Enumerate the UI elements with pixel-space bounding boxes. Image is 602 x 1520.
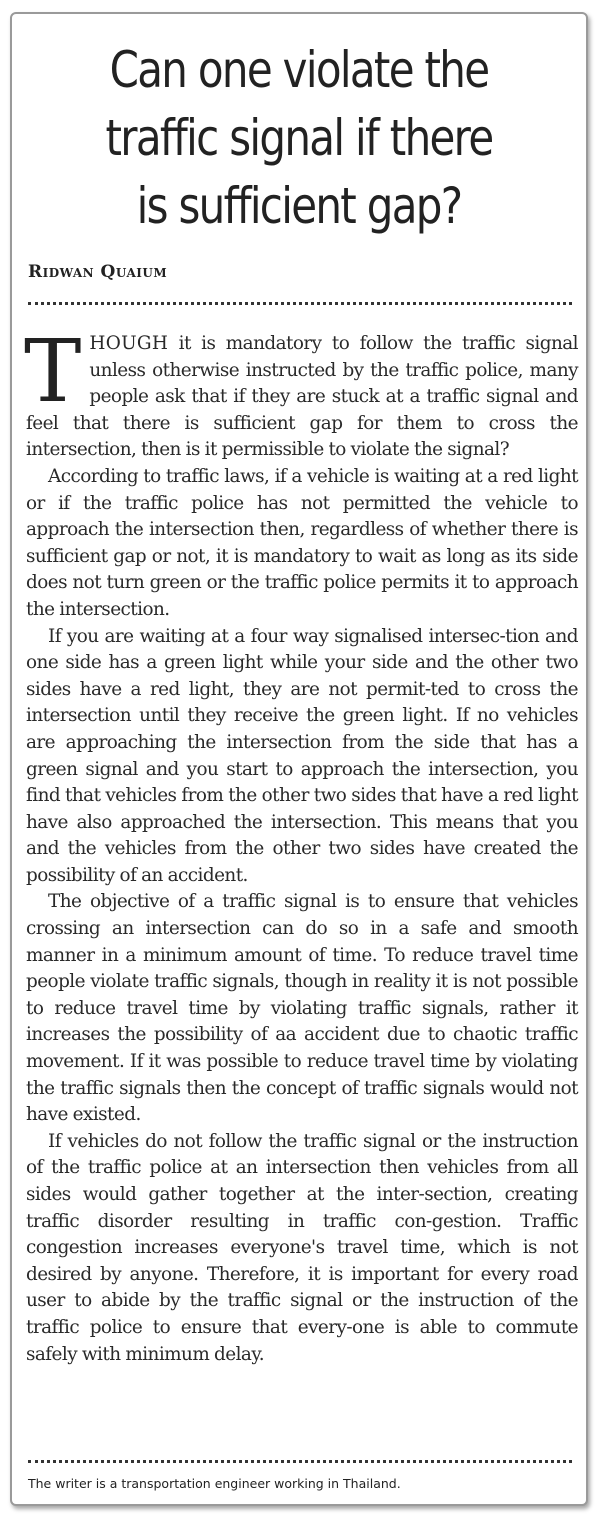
headline-line-1: Can one violate the (109, 41, 489, 99)
headline-line-2: traffic signal if there (105, 109, 493, 167)
paragraph-3: If you are waiting at a four way signalised intersec-tion and one side has a green light while your side and the other two sides have a red light, they are not permit-ted to cross the intersection until they receive the green light. If no vehicles are approaching the intersection from the side that has a green signal and you start to approach the intersection, you find that vehicles from the other two sides that have a red light have also approached the intersection. This means that you and the vehicles from the other two sides have created the possibility of an accident. (26, 625, 578, 886)
paragraph-2: According to traffic laws, if a vehicle is waiting at a red light or if the traffic police has not permitted the vehicle to approach the intersection then, regardless of whether there is sufficient gap or not, it is mandatory to wait as long as its side does not turn green or the traffic police permits it to approach the intersection. (26, 465, 578, 620)
author-footnote: The writer is a transportation engineer working in Thailand. (28, 1476, 401, 1491)
dotted-divider-bottom (28, 1460, 572, 1463)
headline (58, 36, 540, 240)
article-body (24, 322, 578, 1368)
paragraph-5: If vehicles do not follow the traffic signal or the instruction of the traffic police at an intersection then vehicles from all sides would gather together at the inter-section, creating traffic disorder resulting in traffic con-gestion. Traffic congestion increases everyone's travel time, which is not desired by anyone. Therefore, it is important for every road user to abide by the traffic signal or the instruction of the traffic police to ensure that every-one is able to commute safely with minimum delay. (26, 1130, 578, 1365)
paragraph-1 (24, 322, 578, 464)
drop-cap: T (24, 322, 82, 422)
dotted-divider-top (28, 302, 572, 305)
paragraph-1-opener: HOUGH (89, 333, 169, 354)
paragraph-4: The objective of a traffic signal is to ensure that vehicles crossing an intersection can do so in a safe and smooth manner in a minimum amount of time. To reduce travel time people violate traffic signals, though in reality it is not possible to reduce travel time by violating traffic signals, rather it increases the possibility of aa accident due to chaotic traffic movement. If it was possible to reduce travel time by violating the traffic signals then the concept of traffic signals would not have existed. (26, 891, 578, 1126)
paragraph-1-text: it is mandatory to follow the traffic signal unless otherwise instructed by the traffic police, many people ask that if they are stuck at a traffic signal and feel that there is sufficient gap for them to cross the intersection, then is it permissible to violate the signal? (26, 333, 578, 461)
newspaper-clipping (10, 12, 588, 1506)
headline-line-3: is sufficient gap? (136, 177, 462, 235)
author-byline: Ridwan Quaium (28, 262, 168, 282)
